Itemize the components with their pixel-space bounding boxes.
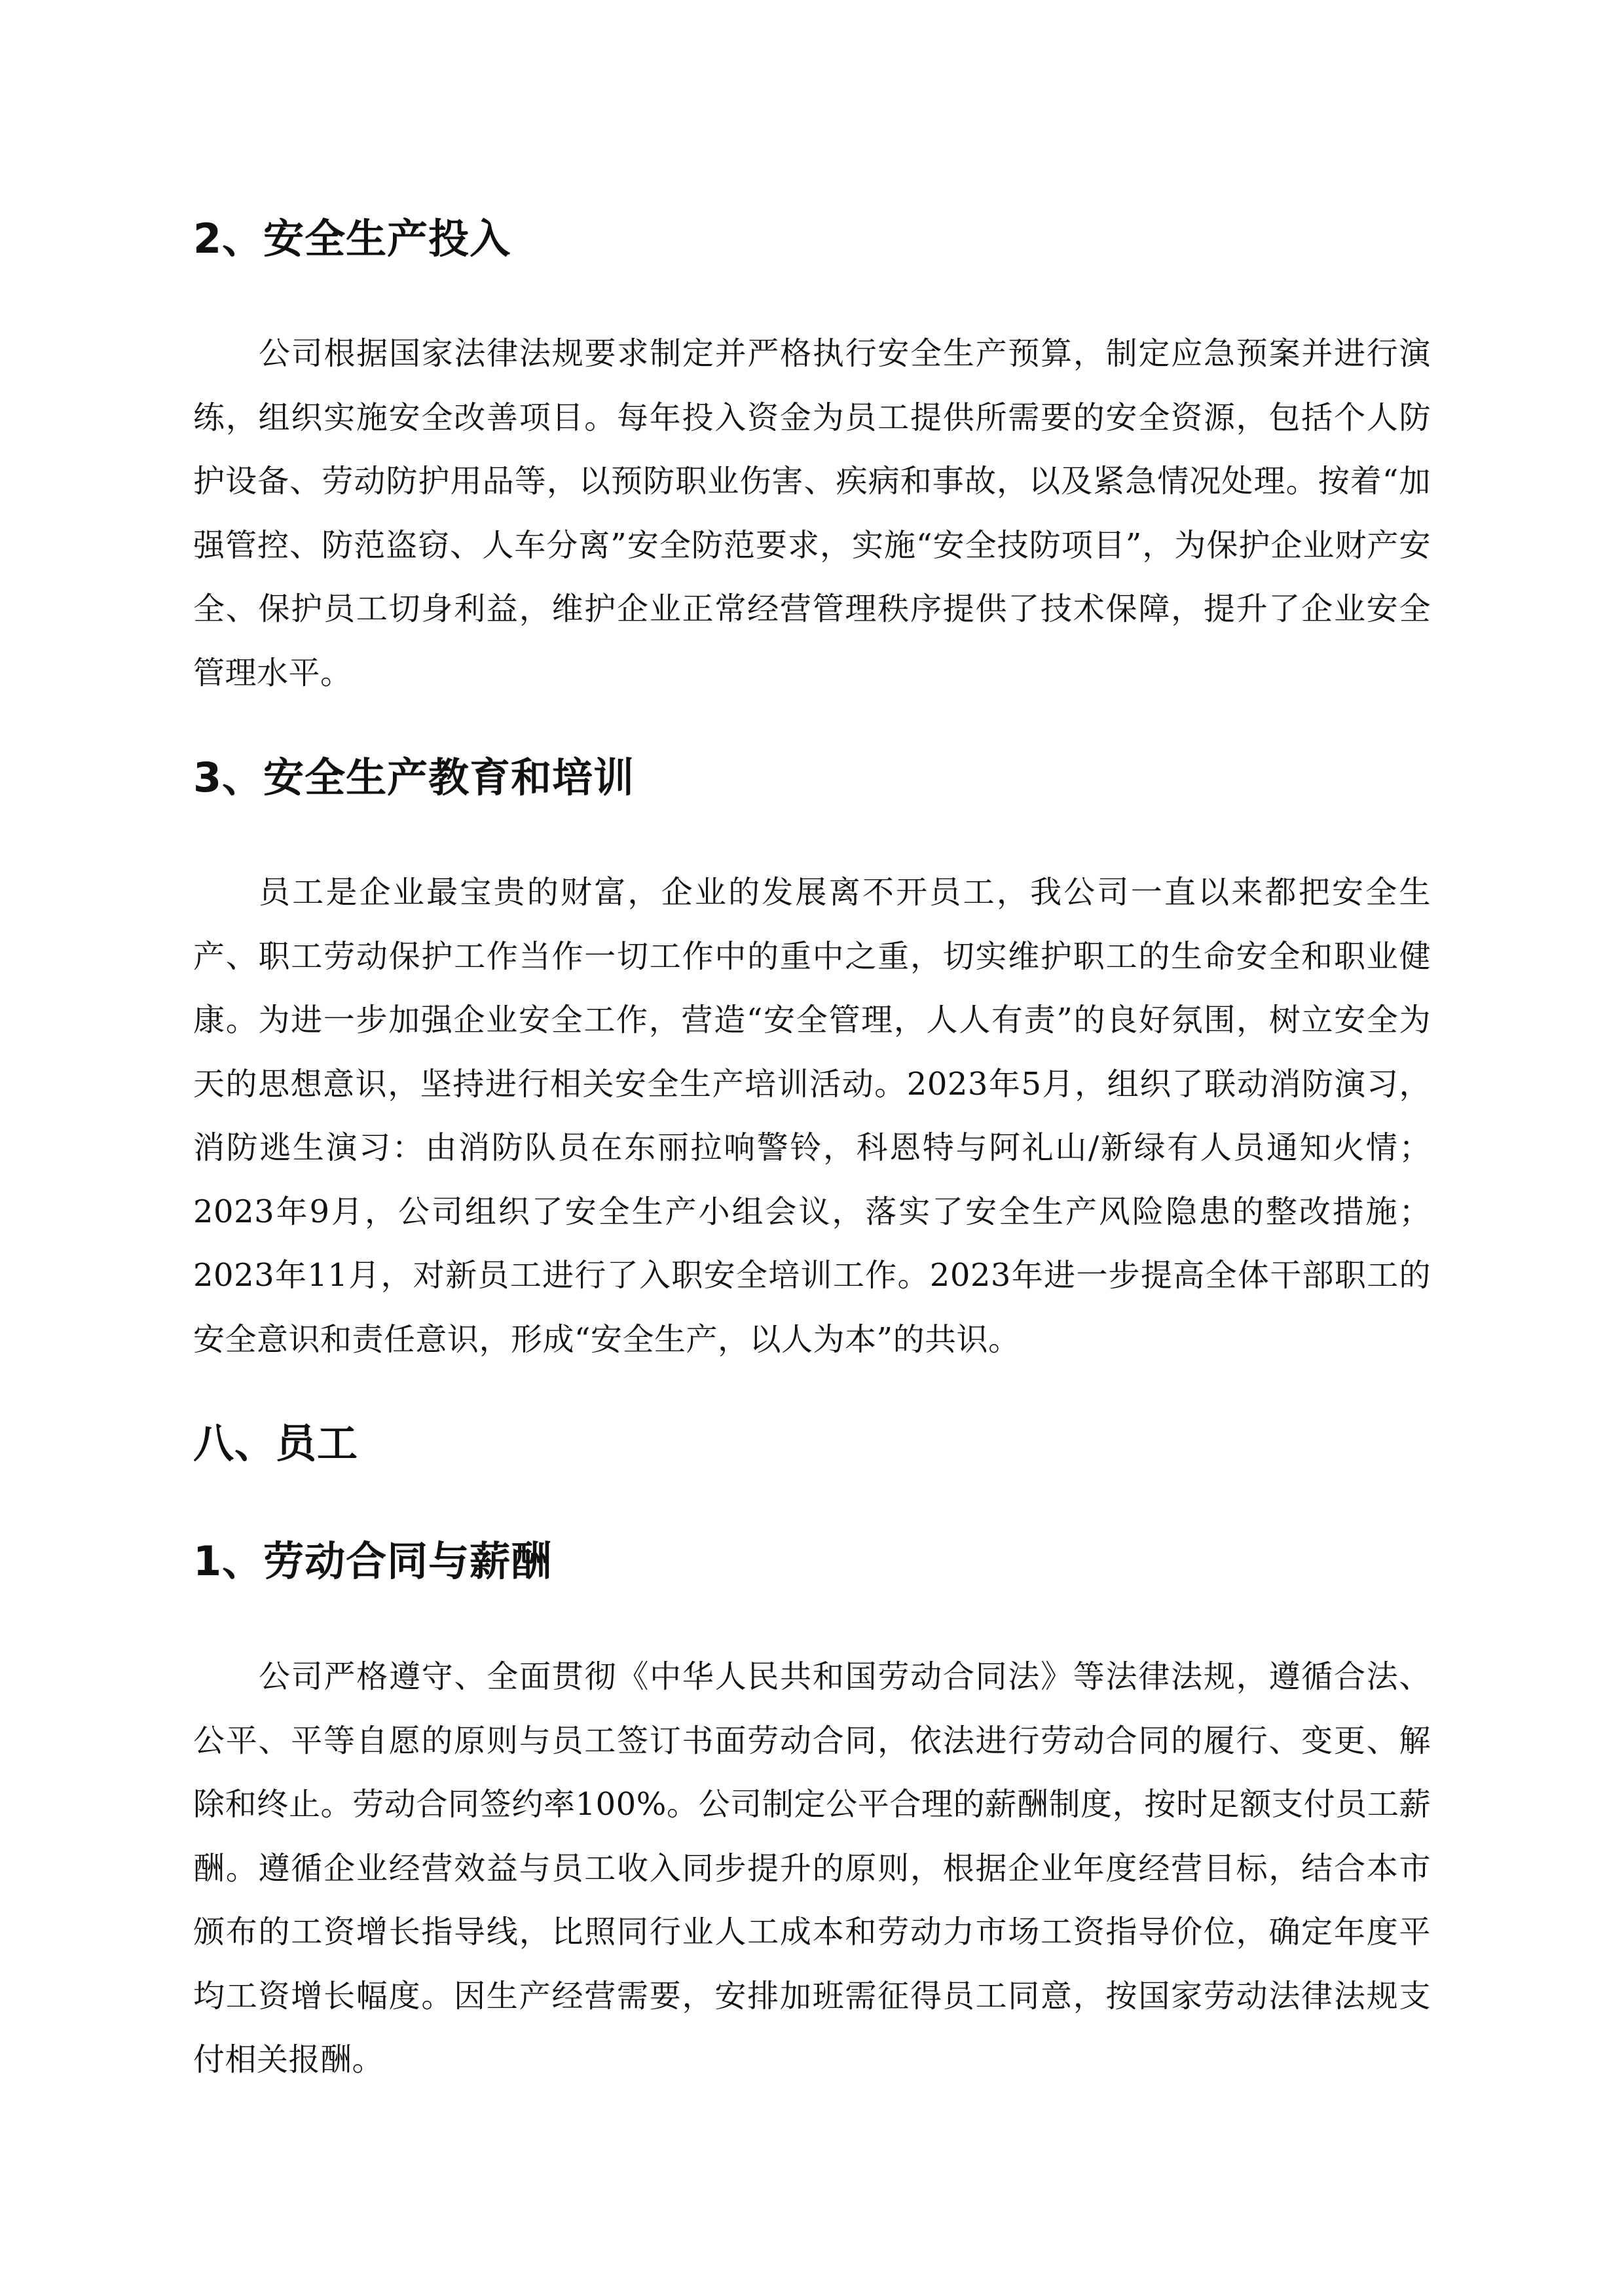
chapter-heading-employees: 八、员工 bbox=[193, 1419, 359, 1467]
paragraph-labor-contract: 公司严格遵守、全面贯彻《中华人民共和国劳动合同法》等法律法规，遵循合法、公平、平等自愿的原则与员工签订书面劳动合同，依法进行劳动合同的履行、变更、解除和终止。劳动合同签约率100%。公司制定公平合理的薪酬制度，按时足额支付员工薪酬。遵循企业经营效益与员工收入同步提升的原则，根据企业年度经营目标，结合本市颁布的工资增长指导线，比照同行业人工成本和劳动力市场工资指导价位，确定年度平均工资增长幅度。因生产经营需要，安排加班需征得员工同意，按国家劳动法律法规支付相关报酬。 bbox=[193, 1658, 1431, 2078]
paragraph-safety-investment: 公司根据国家法律法规要求制定并严格执行安全生产预算，制定应急预案并进行演练，组织实施安全改善项目。每年投入资金为员工提供所需要的安全资源，包括个人防护设备、劳动防护用品等，以预防职业伤害、疾病和事故，以及紧急情况处理。按着“加强管控、防范盗窃、人车分离”安全防范要求，实施“安全技防项目”，为保护企业财产安全、保护员工切身利益，维护企业正常经营管理秩序提供了技术保障，提升了企业安全管理水平。 bbox=[193, 335, 1431, 691]
section-heading-labor-contract: 1、劳动合同与薪酬 bbox=[193, 1537, 553, 1585]
section-heading-safety-training: 3、安全生产教育和培训 bbox=[193, 754, 635, 801]
section-heading-safety-investment: 2、安全生产投入 bbox=[193, 215, 511, 263]
paragraph-safety-training: 员工是企业最宝贵的财富，企业的发展离不开员工，我公司一直以来都把安全生产、职工劳动保护工作当作一切工作中的重中之重，切实维护职工的生命安全和职业健康。为进一步加强企业安全工作，营造“安全管理，人人有责”的良好氛围，树立安全为天的思想意识，坚持进行相关安全生产培训活动。2023年5月，组织了联动消防演习，消防逃生演习：由消防队员在东丽拉响警铃，科恩特与阿礼山/新绿有人员通知火情；2023年9月，公司组织了安全生产小组会议，落实了安全生产风险隐患的整改措施；2023年11月，对新员工进行了入职安全培训工作。2023年进一步提高全体干部职工的安全意识和责任意识，形成“安全生产，以人为本”的共识。 bbox=[193, 874, 1431, 1358]
